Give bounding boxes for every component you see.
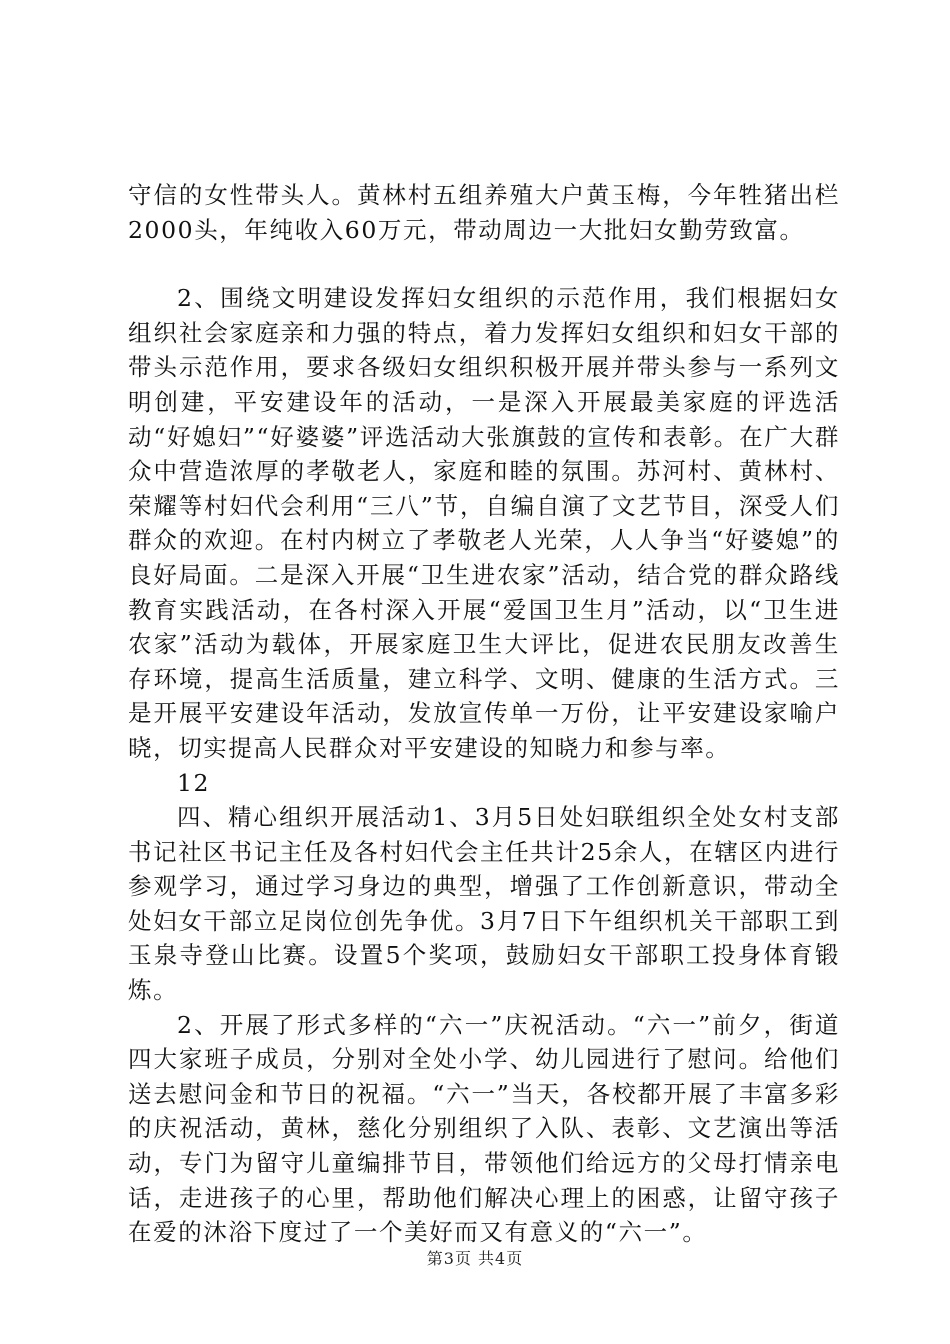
paragraph-gap [128, 247, 840, 281]
paragraph-activities: 四、精心组织开展活动1、3月5日处妇联组织全处女村支部书记社区书记主任及各村妇代会主任共计25余人，在辖区内进行参观学习，通过学习身边的典型，增强了工作创新意识，带动全处妇女干部立足岗位创先争优。3月7日下午组织机关干部职工到玉泉寺登山比赛。设置5个奖项，鼓励妇女干部职工投身体育锻炼。 [128, 803, 840, 1005]
paragraph-civilization: 2、围绕文明建设发挥妇女组织的示范作用，我们根据妇女组织社会家庭亲和力强的特点，着力发挥妇女组织和妇女干部的带头示范作用，要求各级妇女组织积极开展并带头参与一系列文明创建，平安建设年的活动，一是深入开展最美家庭的评选活动“好媳妇”“好婆婆”评选活动大张旗鼓的宣传和表彰。在广大群众中营造浓厚的孝敬老人，家庭和睦的氛围。苏河村、黄林村、荣耀等村妇代会利用“三八”节，自编自演了文艺节目，深受人们群众的欢迎。在村内树立了孝敬老人光荣，人人争当“好婆媳”的良好局面。二是深入开展“卫生进农家”活动，结合党的群众路线教育实践活动，在各村深入开展“爱国卫生月”活动，以“卫生进农家”活动为载体，开展家庭卫生大评比，促进农民朋友改善生存环境，提高生活质量，建立科学、文明、健康的生活方式。三是开展平安建设年活动，发放宣传单一万份，让平安建设家喻户晓，切实提高人民群众对平安建设的知晓力和参与率。 [128, 284, 840, 762]
paragraph-continuation: 守信的女性带头人。黄林村五组养殖大户黄玉梅，今年牲猪出栏2000头，年纯收入60万元，带动周边一大批妇女勤劳致富。 [128, 181, 840, 244]
paragraph-childrens-day: 2、开展了形式多样的“六一”庆祝活动。“六一”前夕，街道四大家班子成员，分别对全处小学、幼儿园进行了慰问。给他们送去慰问金和节日的祝福。“六一”当天，各校都开展了丰富多彩的庆祝活动，黄林，慈化分别组织了入队、表彰、文艺演出等活动，专门为留守儿童编排节目，带领他们给远方的父母打情亲电话，走进孩子的心里，帮助他们解决心理上的困惑，让留守孩子在爱的沐浴下度过了一个美好而又有意义的“六一”。 [128, 1010, 840, 1247]
document-body [128, 178, 840, 1250]
stray-number: 12 [177, 768, 211, 797]
page-footer: 第3页 共4页 [426, 1249, 524, 1268]
